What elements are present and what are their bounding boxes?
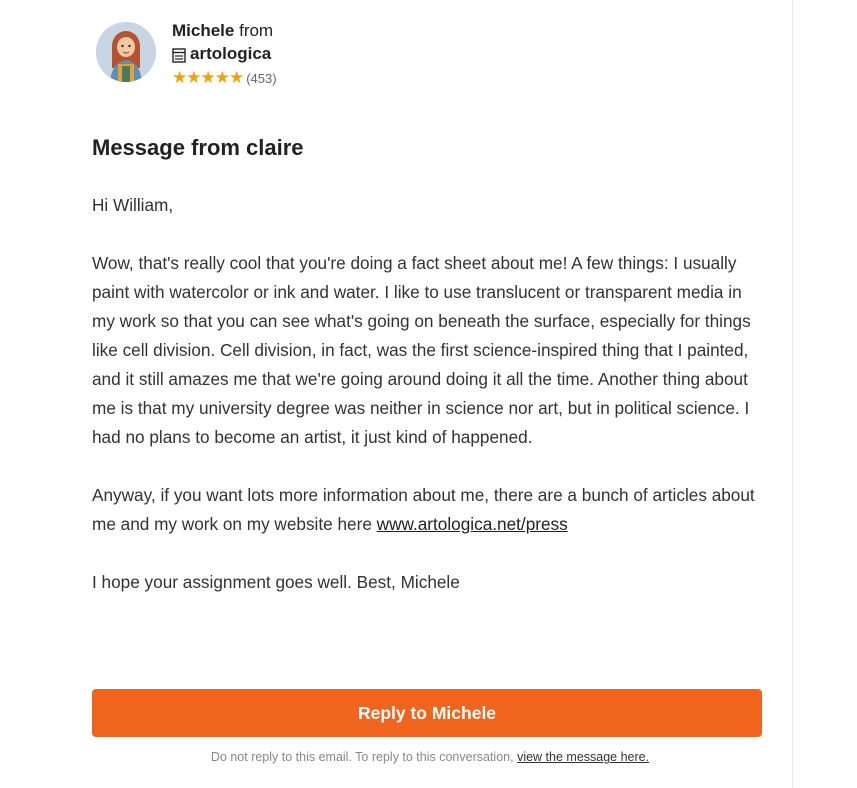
paragraph-2-text: Anyway, if you want lots more information about me, there are a bunch of articles about me and my work on my website here	[92, 485, 755, 534]
reply-button[interactable]: Reply to Michele	[92, 689, 762, 737]
seller-avatar[interactable]	[96, 22, 156, 82]
message-greeting: Hi William,	[92, 195, 174, 215]
sender-header	[96, 20, 496, 100]
message-paragraph-1: Wow, that's really cool that you're doing a fact sheet about me! A few things: I usually paint with watercolor or ink and water. I like to use translucent or transparent media in my work so that you can see what's going on beneath the surface, especially for things like cell division. Cell division, in fact, was the first science-inspired thing that I painted, and it still amazes me that we're going around doing it all the time. Another thing about me is that my university degree was neither in science nor art, but in political science. I had no plans to become an artist, it just kind of happened.	[92, 253, 751, 447]
view-message-link[interactable]: view the message here.	[517, 750, 650, 764]
message-body	[92, 191, 768, 626]
from-label: from	[239, 21, 274, 40]
review-count: (453)	[246, 70, 277, 86]
shop-line[interactable]	[172, 42, 472, 66]
right-divider	[792, 0, 793, 788]
message-closing: I hope your assignment goes well. Best, Michele	[92, 572, 460, 592]
star-icon: ★★★★★	[172, 68, 244, 88]
sender-info	[172, 20, 472, 88]
shop-name[interactable]: artologica	[190, 44, 272, 63]
press-link[interactable]: www.artologica.net/press	[376, 514, 568, 534]
message-heading: Message from claire	[92, 135, 304, 160]
message-paragraph-2	[92, 481, 768, 539]
shop-icon	[172, 46, 186, 62]
sender-line	[172, 20, 472, 42]
footer-note	[92, 750, 768, 764]
sender-name[interactable]: Michele	[172, 21, 235, 40]
rating[interactable]	[172, 68, 472, 88]
footer-note-text: Do not reply to this email. To reply to this conversation,	[210, 750, 514, 764]
